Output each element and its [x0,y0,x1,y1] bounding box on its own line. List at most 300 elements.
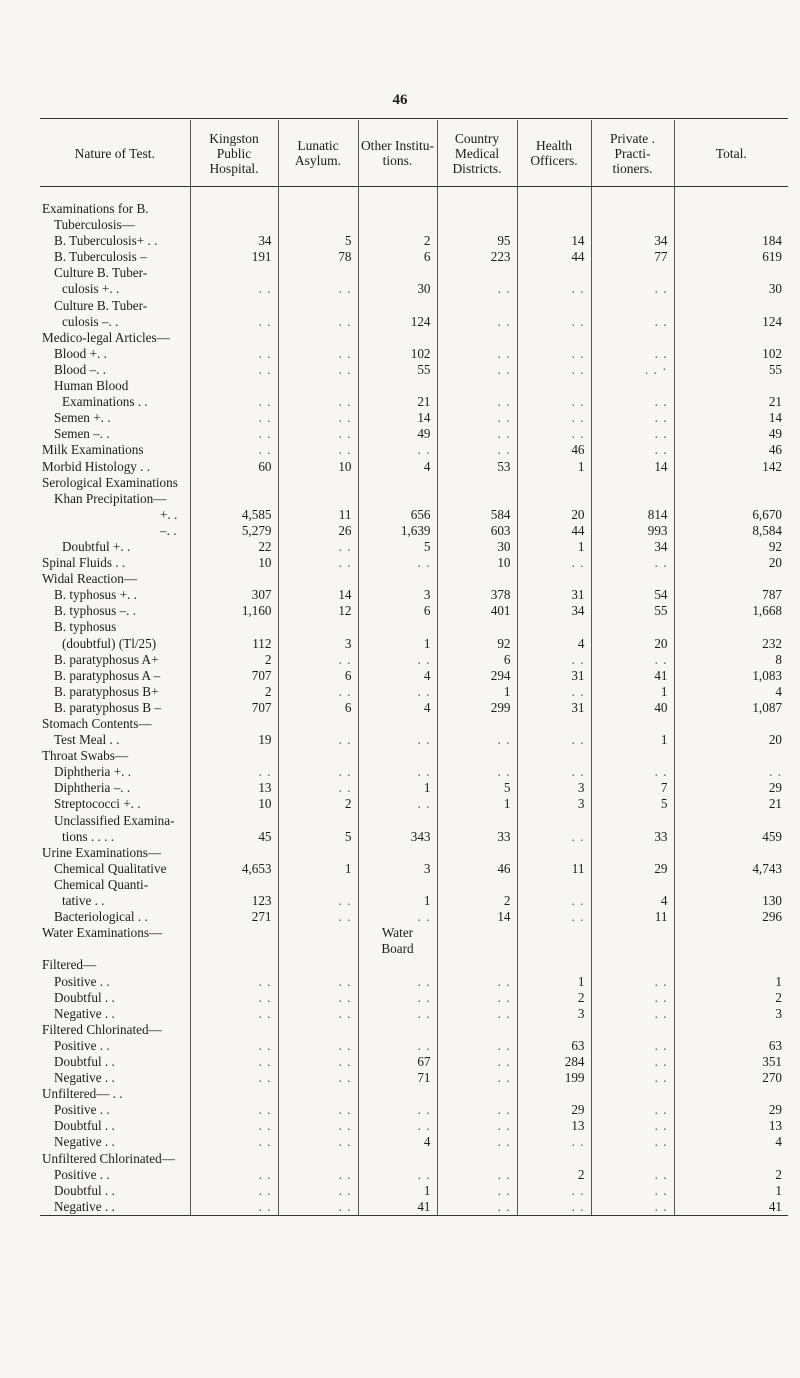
cell-lunatic-asylum: 14 [278,587,358,603]
cell-lunatic-asylum: 5 [278,829,358,845]
cell-other-institutions: 67 [358,1054,437,1070]
cell-total: 6,670 [674,507,788,523]
cell-kingston-public-hospital [190,716,278,732]
cell-health-officers [517,845,591,861]
table-row [40,990,788,1006]
cell-lunatic-asylum: 26 [278,523,358,539]
table-row [40,1070,788,1086]
cell-private-practitioners: . . [591,555,674,571]
cell-kingston-public-hospital: 10 [190,555,278,571]
cell-health-officers [517,1150,591,1166]
cell-kingston-public-hospital [190,845,278,861]
cell-country-medical-districts: . . [437,1102,517,1118]
cell-lunatic-asylum: 78 [278,249,358,265]
row-label: Streptococci +. . [54,796,141,812]
table-row [40,941,788,957]
row-label: Unfiltered— . . [42,1086,123,1102]
table-row [40,555,788,571]
cell-other-institutions: 14 [358,410,437,426]
cell-lunatic-asylum: . . [278,1118,358,1134]
cell-kingston-public-hospital: 60 [190,458,278,474]
cell-kingston-public-hospital [190,619,278,635]
cell-private-practitioners: 55 [591,603,674,619]
row-label: Positive . . [54,1166,110,1182]
cell-country-medical-districts [437,845,517,861]
cell-health-officers: 14 [517,233,591,249]
cell-other-institutions [358,619,437,635]
cell-lunatic-asylum: . . [278,426,358,442]
cell-country-medical-districts: 14 [437,909,517,925]
cell-kingston-public-hospital: . . [190,764,278,780]
cell-health-officers: . . [517,426,591,442]
cell-other-institutions: . . [358,796,437,812]
cell-kingston-public-hospital [190,491,278,507]
cell-lunatic-asylum [278,925,358,941]
table-row [40,1006,788,1022]
cell-health-officers: 31 [517,668,591,684]
cell-kingston-public-hospital: . . [190,1183,278,1199]
table-row [40,957,788,973]
cell-kingston-public-hospital [190,571,278,587]
cell-kingston-public-hospital [190,217,278,233]
row-label: B. Tuberculosis+ . . [54,233,158,249]
cell-total [674,925,788,941]
cell-country-medical-districts: . . [437,1199,517,1216]
cell-country-medical-districts: . . [437,442,517,458]
cell-kingston-public-hospital: . . [190,394,278,410]
cell-kingston-public-hospital [190,957,278,973]
cell-country-medical-districts: . . [437,1118,517,1134]
cell-other-institutions: . . [358,1038,437,1054]
cell-total: 102 [674,346,788,362]
table-row [40,491,788,507]
cell-country-medical-districts: . . [437,1038,517,1054]
cell-other-institutions: Water [358,925,437,941]
row-label: Throat Swabs— [42,748,129,764]
cell-other-institutions: 1 [358,1183,437,1199]
row-label: Examinations . . [62,394,148,410]
row-label: Tuberculosis— [54,217,135,233]
row-label: Khan Precipitation— [54,490,167,506]
cell-total [674,378,788,394]
cell-other-institutions: . . [358,1102,437,1118]
cell-health-officers: 20 [517,507,591,523]
table-row [40,1102,788,1118]
table-row [40,909,788,925]
cell-lunatic-asylum: . . [278,1134,358,1150]
table-row [40,1183,788,1199]
cell-total [674,475,788,491]
cell-total [674,1150,788,1166]
cell-country-medical-districts: . . [437,1054,517,1070]
cell-country-medical-districts: . . [437,426,517,442]
cell-country-medical-districts: 378 [437,587,517,603]
cell-total [674,1086,788,1102]
cell-kingston-public-hospital: . . [190,1038,278,1054]
row-label: Diphtheria –. . [54,780,131,796]
cell-lunatic-asylum [278,297,358,313]
cell-private-practitioners: 993 [591,523,674,539]
cell-lunatic-asylum [278,1022,358,1038]
cell-country-medical-districts [437,957,517,973]
cell-country-medical-districts [437,378,517,394]
cell-private-practitioners: 14 [591,458,674,474]
table-row [40,330,788,346]
cell-total [674,748,788,764]
cell-country-medical-districts: . . [437,346,517,362]
cell-total [674,941,788,957]
cell-other-institutions: 1 [358,780,437,796]
table-row [40,700,788,716]
cell-country-medical-districts [437,877,517,893]
table-row [40,652,788,668]
table-row [40,925,788,941]
table-row [40,668,788,684]
cell-health-officers [517,748,591,764]
cell-private-practitioners: . . [591,346,674,362]
cell-country-medical-districts: . . [437,281,517,297]
cell-country-medical-districts: 6 [437,652,517,668]
table-row [40,265,788,281]
row-label: Diphtheria +. . [54,764,132,780]
row-label: Positive . . [54,1037,110,1053]
col-header-country-medical-districts: Country Medical Districts. [437,120,517,187]
cell-other-institutions: 3 [358,861,437,877]
cell-country-medical-districts: . . [437,764,517,780]
cell-private-practitioners: 11 [591,909,674,925]
cell-other-institutions: 4 [358,458,437,474]
cell-other-institutions: 71 [358,1070,437,1086]
cell-country-medical-districts [437,475,517,491]
cell-total [674,571,788,587]
cell-private-practitioners [591,619,674,635]
cell-kingston-public-hospital: . . [190,1167,278,1183]
row-label: Culture B. Tuber- [54,297,148,313]
row-label: Doubtful +. . [62,538,131,554]
row-label: Urine Examinations— [42,844,162,860]
cell-other-institutions: . . [358,1006,437,1022]
cell-kingston-public-hospital [190,187,278,218]
cell-private-practitioners: 7 [591,780,674,796]
cell-health-officers: . . [517,732,591,748]
cell-lunatic-asylum: . . [278,539,358,555]
cell-lunatic-asylum: . . [278,1102,358,1118]
cell-private-practitioners [591,491,674,507]
cell-health-officers: 31 [517,587,591,603]
cell-other-institutions: . . [358,442,437,458]
cell-total: 459 [674,829,788,845]
cell-country-medical-districts: . . [437,1070,517,1086]
cell-kingston-public-hospital [190,1150,278,1166]
cell-country-medical-districts [437,941,517,957]
cell-other-institutions: . . [358,1167,437,1183]
cell-other-institutions: 1,639 [358,523,437,539]
cell-lunatic-asylum [278,957,358,973]
cell-other-institutions: 1 [358,893,437,909]
cell-other-institutions: . . [358,764,437,780]
row-label: Positive . . [54,1102,110,1118]
cell-lunatic-asylum: . . [278,410,358,426]
cell-health-officers [517,1086,591,1102]
cell-kingston-public-hospital: . . [190,426,278,442]
cell-other-institutions: . . [358,652,437,668]
cell-other-institutions [358,330,437,346]
cell-private-practitioners [591,265,674,281]
cell-total: 29 [674,1102,788,1118]
cell-lunatic-asylum [278,265,358,281]
cell-health-officers [517,925,591,941]
row-label: Negative . . [54,1134,115,1150]
cell-other-institutions: 5 [358,539,437,555]
cell-country-medical-districts: 30 [437,539,517,555]
table-row [40,314,788,330]
cell-total [674,491,788,507]
cell-kingston-public-hospital [190,877,278,893]
cell-health-officers: 284 [517,1054,591,1070]
cell-private-practitioners: 34 [591,233,674,249]
cell-country-medical-districts [437,1022,517,1038]
cell-health-officers: 199 [517,1070,591,1086]
cell-other-institutions [358,957,437,973]
cell-kingston-public-hospital [190,265,278,281]
cell-kingston-public-hospital [190,297,278,313]
cell-health-officers: 1 [517,973,591,989]
row-label [40,941,190,957]
table-row [40,1054,788,1070]
cell-health-officers [517,877,591,893]
cell-private-practitioners: . . [591,1038,674,1054]
cell-lunatic-asylum: . . [278,909,358,925]
cell-country-medical-districts [437,491,517,507]
cell-other-institutions: . . [358,973,437,989]
table-row [40,764,788,780]
cell-other-institutions: . . [358,909,437,925]
cell-private-practitioners [591,812,674,828]
cell-private-practitioners [591,187,674,218]
cell-health-officers: . . [517,555,591,571]
cell-total: 4,743 [674,861,788,877]
cell-health-officers [517,297,591,313]
cell-country-medical-districts: . . [437,973,517,989]
cell-lunatic-asylum: . . [278,684,358,700]
row-label: Widal Reaction— [42,571,138,587]
cell-country-medical-districts: . . [437,394,517,410]
cell-health-officers: 63 [517,1038,591,1054]
cell-country-medical-districts: 401 [437,603,517,619]
cell-other-institutions [358,1086,437,1102]
cell-total: 1 [674,1183,788,1199]
cell-private-practitioners [591,297,674,313]
cell-total: 55 [674,362,788,378]
cell-lunatic-asylum [278,877,358,893]
cell-other-institutions: . . [358,732,437,748]
row-label: B. typhosus +. . [54,587,137,603]
cell-health-officers [517,187,591,218]
row-label: Blood –. . [54,361,107,377]
cell-kingston-public-hospital: 191 [190,249,278,265]
table-row [40,893,788,909]
row-label: Doubtful . . [54,989,115,1005]
table-row [40,571,788,587]
cell-total: 124 [674,314,788,330]
table-row [40,1134,788,1150]
cell-lunatic-asylum [278,491,358,507]
cell-private-practitioners: . . [591,1102,674,1118]
cell-private-practitioners [591,571,674,587]
row-label: B. typhosus –. . [54,603,137,619]
cell-country-medical-districts: . . [437,1134,517,1150]
cell-lunatic-asylum: 6 [278,700,358,716]
cell-kingston-public-hospital: . . [190,990,278,1006]
cell-other-institutions [358,475,437,491]
cell-other-institutions: 55 [358,362,437,378]
cell-lunatic-asylum [278,571,358,587]
cell-private-practitioners: 20 [591,635,674,651]
cell-country-medical-districts: 5 [437,780,517,796]
cell-private-practitioners: 1 [591,684,674,700]
table-row [40,362,788,378]
cell-lunatic-asylum: . . [278,346,358,362]
cell-country-medical-districts: . . [437,1167,517,1183]
cell-total [674,619,788,635]
cell-other-institutions: 41 [358,1199,437,1216]
table-row [40,458,788,474]
cell-total: 142 [674,458,788,474]
row-label: Positive . . [54,973,110,989]
cell-lunatic-asylum: . . [278,764,358,780]
table-row [40,1167,788,1183]
cell-kingston-public-hospital [190,925,278,941]
row-label: Spinal Fluids . . [42,555,126,571]
table-row [40,1038,788,1054]
cell-other-institutions: 6 [358,249,437,265]
cell-other-institutions: 21 [358,394,437,410]
cell-private-practitioners [591,330,674,346]
cell-private-practitioners: . . [591,1006,674,1022]
cell-lunatic-asylum: . . [278,394,358,410]
cell-other-institutions: . . [358,684,437,700]
cell-lunatic-asylum [278,1086,358,1102]
cell-kingston-public-hospital: 2 [190,652,278,668]
table-row [40,475,788,491]
cell-total: 4 [674,1134,788,1150]
cell-other-institutions [358,217,437,233]
cell-kingston-public-hospital: 2 [190,684,278,700]
table-row [40,603,788,619]
cell-lunatic-asylum [278,330,358,346]
table-row [40,812,788,828]
cell-kingston-public-hospital: . . [190,1054,278,1070]
cell-country-medical-districts: 2 [437,893,517,909]
table-row [40,523,788,539]
table-row [40,845,788,861]
cell-health-officers: 44 [517,523,591,539]
cell-private-practitioners [591,1022,674,1038]
cell-country-medical-districts: . . [437,990,517,1006]
cell-kingston-public-hospital: . . [190,281,278,297]
cell-total: 130 [674,893,788,909]
row-label: Stomach Contents— [42,716,152,731]
cell-country-medical-districts [437,619,517,635]
page-number: 46 [392,92,408,108]
cell-lunatic-asylum: . . [278,1167,358,1183]
cell-country-medical-districts [437,265,517,281]
cell-country-medical-districts [437,812,517,828]
cell-country-medical-districts [437,1150,517,1166]
cell-health-officers: 13 [517,1118,591,1134]
cell-private-practitioners [591,845,674,861]
cell-kingston-public-hospital: . . [190,973,278,989]
cell-health-officers: . . [517,410,591,426]
cell-country-medical-districts: 33 [437,829,517,845]
cell-other-institutions: 3 [358,587,437,603]
cell-private-practitioners [591,1086,674,1102]
cell-country-medical-districts [437,330,517,346]
table-row [40,684,788,700]
cell-lunatic-asylum: 2 [278,796,358,812]
cell-kingston-public-hospital: 10 [190,796,278,812]
cell-private-practitioners: . . [591,442,674,458]
cell-other-institutions: 4 [358,1134,437,1150]
cell-lunatic-asylum: . . [278,442,358,458]
table-row [40,1199,788,1216]
cell-country-medical-districts [437,217,517,233]
row-label: Water Examinations— [42,925,163,941]
cell-kingston-public-hospital [190,1022,278,1038]
cell-private-practitioners: 34 [591,539,674,555]
cell-lunatic-asylum: . . [278,732,358,748]
cell-health-officers: . . [517,829,591,845]
row-label: culosis –. . [62,313,119,329]
cell-other-institutions [358,748,437,764]
cell-kingston-public-hospital [190,475,278,491]
table-row [40,877,788,893]
cell-lunatic-asylum [278,941,358,957]
table-row [40,861,788,877]
row-label: Filtered— [42,957,97,973]
col-header-kingston-public-hospital: Kingston Public Hospital. [190,120,278,187]
cell-health-officers [517,941,591,957]
cell-kingston-public-hospital: . . [190,362,278,378]
cell-total: 1,087 [674,700,788,716]
cell-total: 619 [674,249,788,265]
cell-total: 14 [674,410,788,426]
col-header-health-officers: Health Officers. [517,120,591,187]
cell-health-officers: 3 [517,1006,591,1022]
table-row [40,297,788,313]
cell-lunatic-asylum: . . [278,555,358,571]
row-label: Morbid Histology . . [42,458,151,474]
cell-lunatic-asylum: 11 [278,507,358,523]
col-header-private-practitioners: Private . Practi- tioners. [591,120,674,187]
cell-health-officers: . . [517,362,591,378]
table-row [40,233,788,249]
cell-private-practitioners [591,1150,674,1166]
cell-total: 46 [674,442,788,458]
cell-private-practitioners: . . [591,426,674,442]
cell-private-practitioners [591,941,674,957]
cell-kingston-public-hospital: . . [190,410,278,426]
cell-other-institutions [358,265,437,281]
cell-private-practitioners: 77 [591,249,674,265]
cell-lunatic-asylum: 12 [278,603,358,619]
table-row [40,635,788,651]
table-row [40,829,788,845]
cell-total: 4 [674,684,788,700]
table-row [40,346,788,362]
table-body [40,187,788,1216]
cell-kingston-public-hospital: 13 [190,780,278,796]
